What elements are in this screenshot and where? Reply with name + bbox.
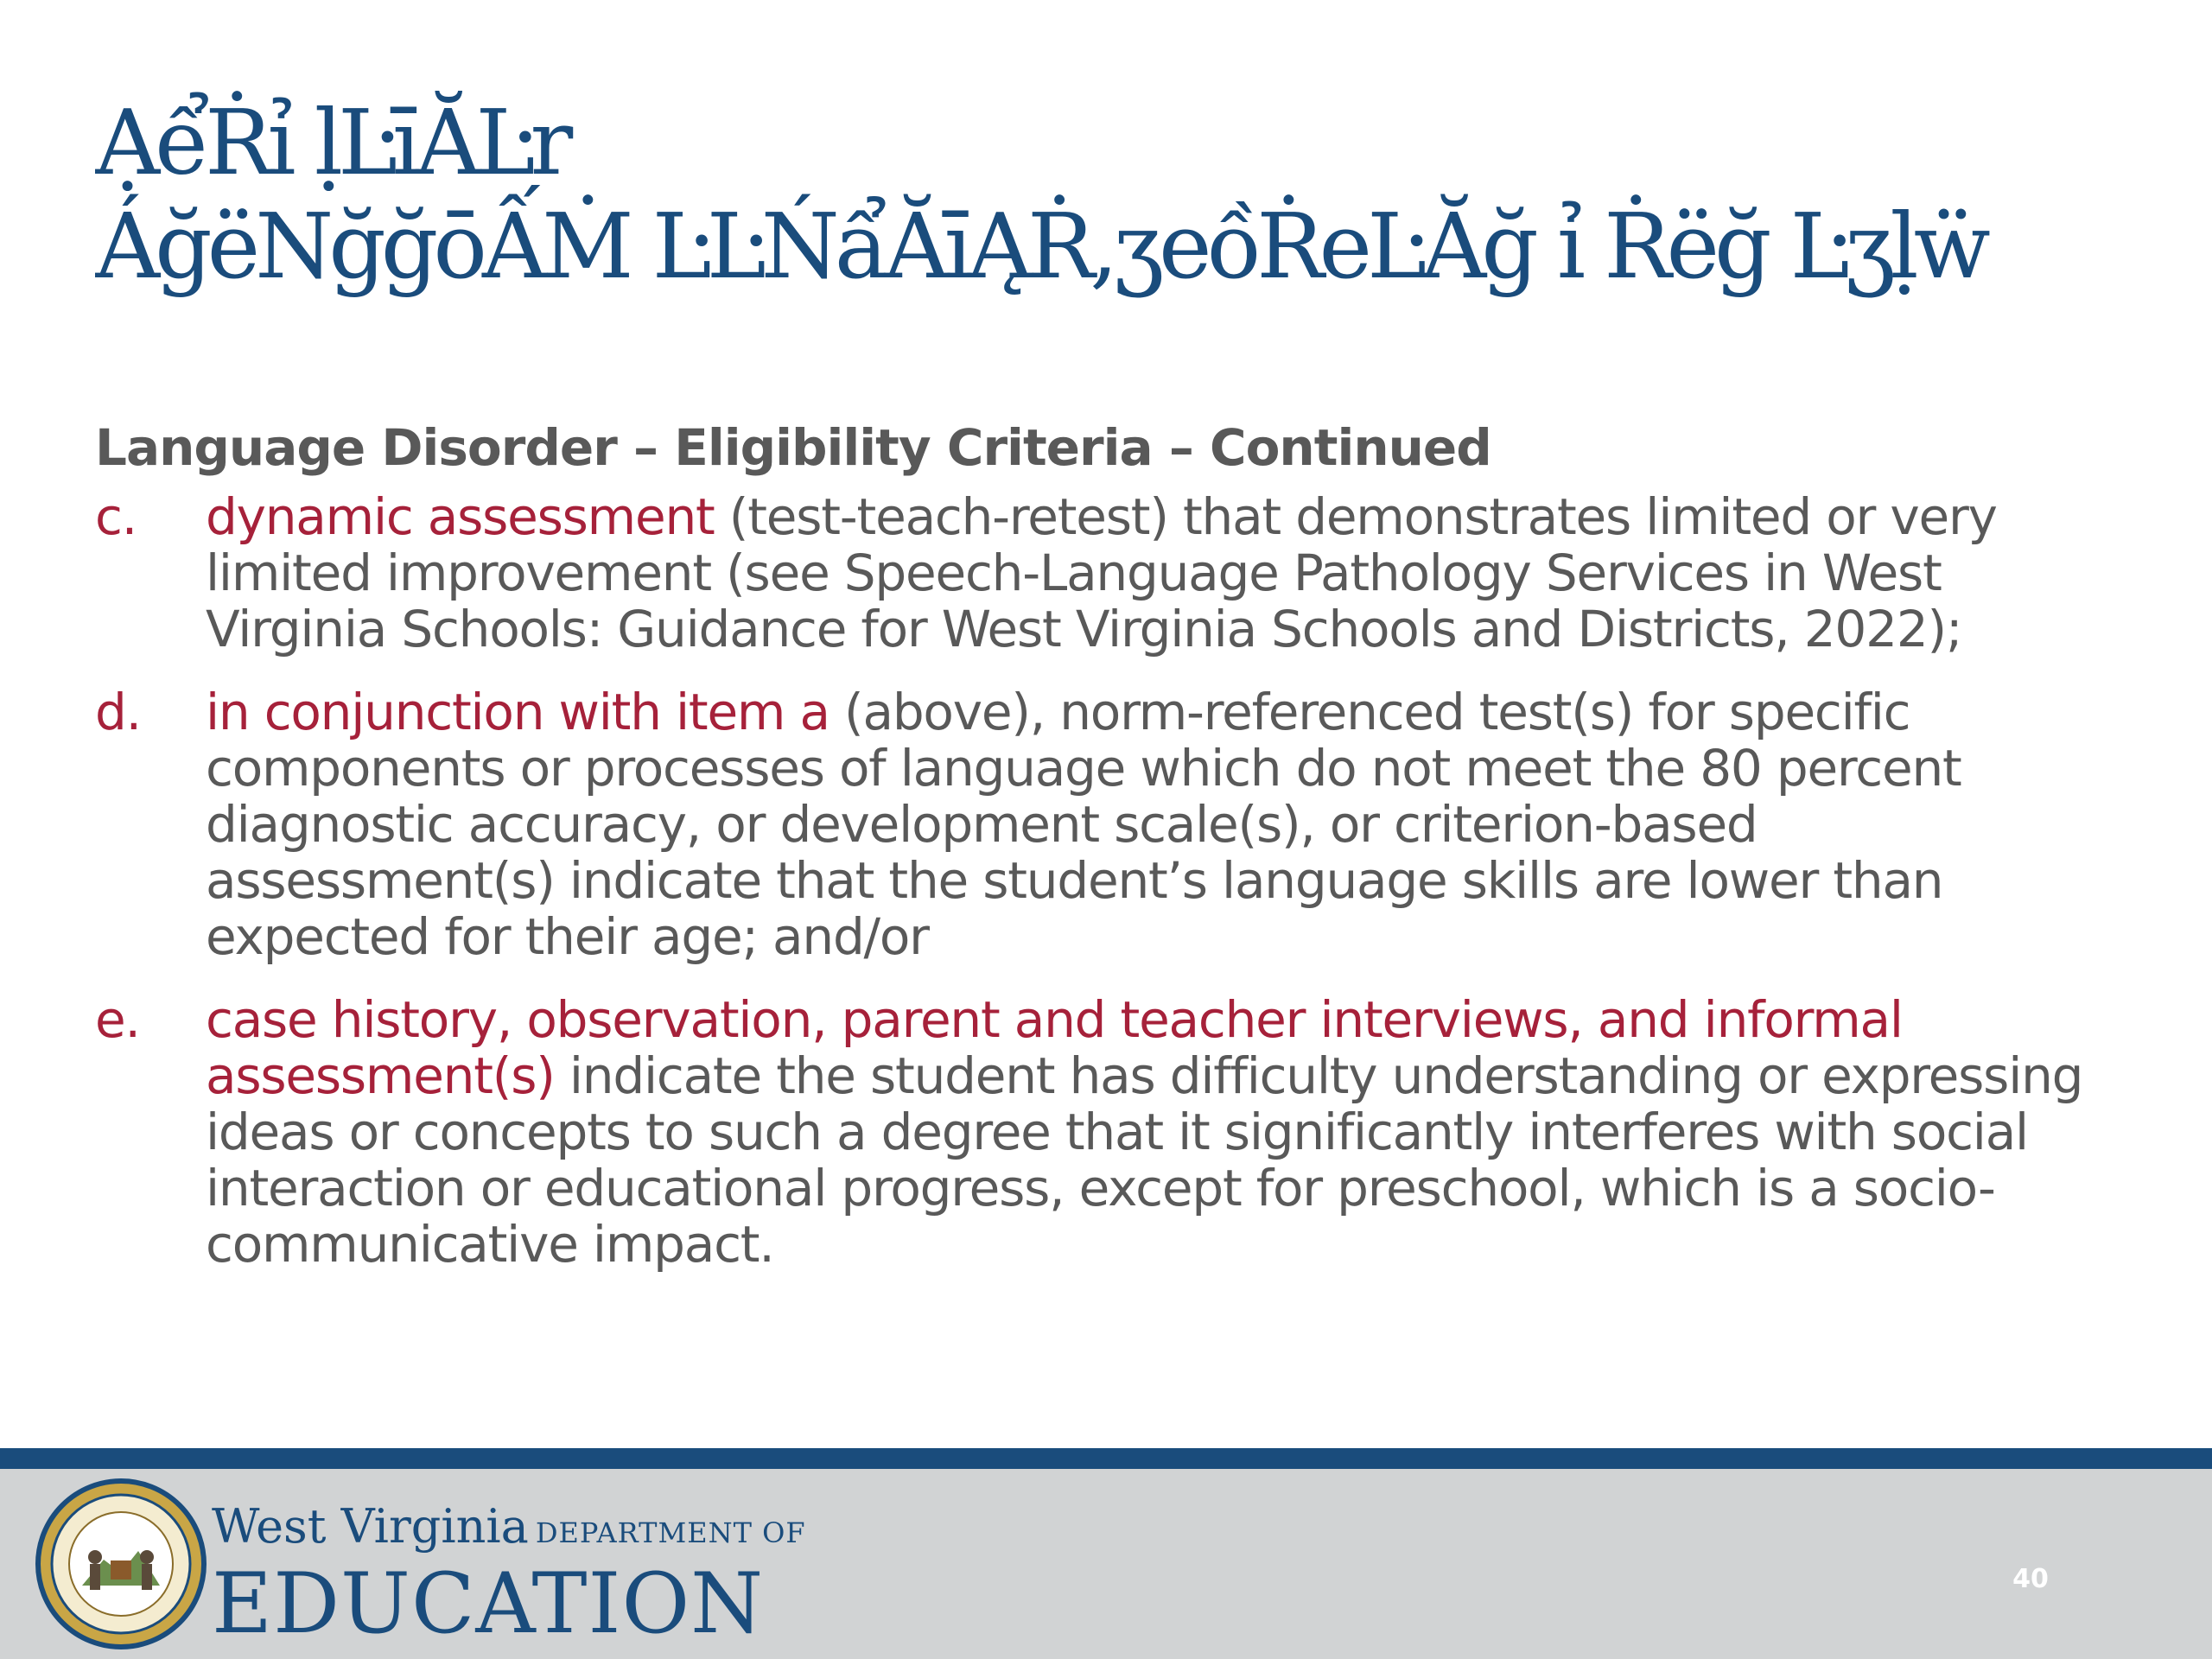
list-item-body — [206, 992, 2117, 1273]
slide-content — [95, 415, 2117, 1300]
slide-title-line-2: ÁğëNğğōẤṀ ĿĿŃẩĂīĄṘ,ʒeồṘeĿĂğ ỉ Ṙëğ Ŀʒḷẅ — [95, 194, 1986, 298]
list-item-body — [206, 684, 2117, 965]
list-item-text: (above), norm-referenced test(s) for specific components or processes of language which do not meet the 80 percent diagnostic accuracy, or development scale(s), or criterion-based assessment(s) indicate that the student’s language skills are lower than expected for their age; and/or — [206, 683, 1961, 966]
section-heading: Language Disorder – Eligibility Criteria – Continued — [95, 418, 1491, 477]
logo-line-1 — [212, 1499, 806, 1560]
list-item-highlight: in conjunction with item a — [206, 683, 830, 741]
list-item-c — [95, 489, 2117, 658]
list-item-text: (test-teach-retest) that demonstrates limited or very limited improvement (see Speech-Language Pathology Services in West Virginia Schools: Guidance for West Virginia Schools and Districts, 2022); — [206, 487, 1997, 658]
slide-title — [95, 91, 2134, 298]
logo-dept-label: DEPARTMENT OF — [535, 1516, 806, 1549]
list-item-e — [95, 992, 2117, 1273]
slide-title-line-1: ẠểṘỉ ḷĿīĂĿr — [95, 91, 569, 195]
state-seal-icon — [35, 1478, 207, 1650]
department-logo — [212, 1499, 806, 1652]
page-number: 40 — [2012, 1564, 2049, 1594]
list-item-text: indicate the student has difficulty understanding or expressing ideas or concepts to such a degree that it significantly interferes with social interaction or educational progress, except for preschool, which is a socio-communicative impact. — [206, 1046, 2083, 1274]
list-item-letter: e. — [95, 990, 140, 1049]
logo-state-name: West Virginia — [212, 1499, 529, 1554]
list-item-letter: c. — [95, 487, 137, 546]
logo-line-2: EDUCATION — [212, 1555, 765, 1652]
list-item-letter: d. — [95, 683, 141, 741]
list-item-highlight: case history, observation, parent and teacher interviews, and informal assessment(s) — [206, 990, 1903, 1105]
list-item-body — [206, 489, 2117, 658]
list-item-highlight: dynamic assessment — [206, 487, 715, 546]
list-item-d — [95, 684, 2117, 965]
